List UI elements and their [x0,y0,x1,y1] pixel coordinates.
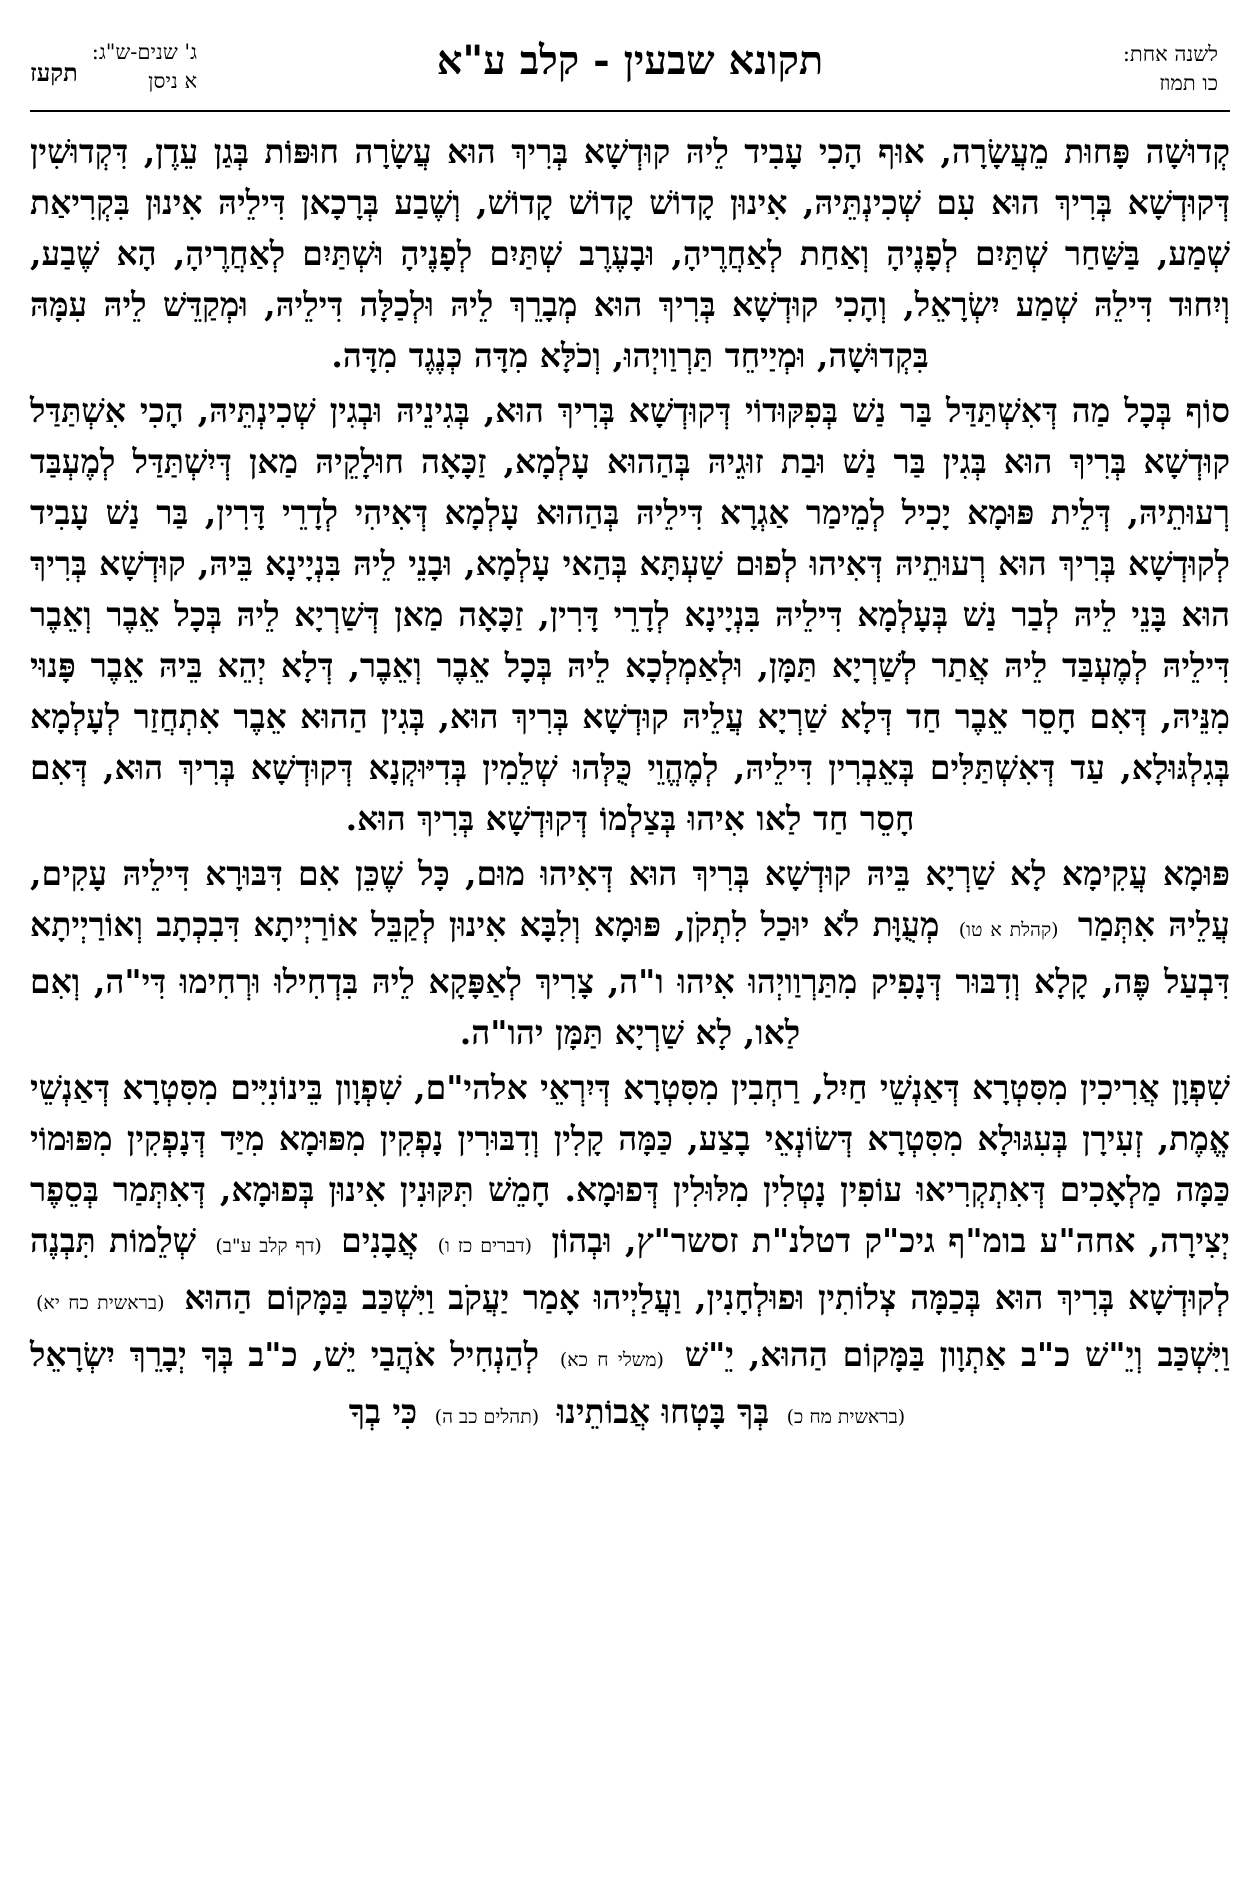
source-citation: (משלי ח כא) [559,1349,664,1371]
paragraph-2-text: סוֹף בְּכָל מַה דְּאִשְׁתַּדַּל בַּר נַשׁ בְּפִקּוּדוֹי דְּקוּדְשָׁא בְּרִיךְ הוּא, בְּגִינֵיהּ וּבְגִין שְׁכִינְתֵּיהּ, הָכִי אִשְׁתַּדַּל קוּדְשָׁא בְּרִיךְ הוּא בְּגִין בַּר נַשׁ וּבַת זוּגֵיהּ בְּהַהוּא עָלְמָא, זַכָּאָה חוּלָקֵיהּ מַאן דְּיִשְׁתַּדַּל לְמֶעְבַּד רְעוּתֵיהּ, דְּלֵית פּוּמָא יָכִיל לְמֵימַר אַגְרָא דִּילֵיהּ בְּהַהוּא עָלְמָא דְּאִיהִי לְדָרֵי דָּרִין, בַּר נַשׁ עָבִיד לְקוּדְשָׁא בְּרִיךְ הוּא רְעוּתֵיהּ דְּאִיהוּ לְפוּם שַׁעְתָּא בְּהַאי עָלְמָא, וּבָנֵי לֵיהּ בִּנְיָינָא בֵּיהּ, קוּדְשָׁא בְּרִיךְ הוּא בָּנֵי לֵיהּ לְבַר נַשׁ בְּעָלְמָא דִּילֵיהּ בִּנְיָינָא לְדָרֵי דָּרִין, זַכָּאָה מַאן דְּשַׁרְיָא לֵיהּ בְּכָל אֵבֶר וְאֵבֶר דִּילֵיהּ לְמֶעְבַּד לֵיהּ אֲתַר לְשַׁרְיָא תַּמָּן, וּלְאַמְלְכָא לֵיהּ בְּכָל אֵבֶר וְאֵבֶר, דְּלָא יְהֵא בֵּיהּ אֵבֶר פָּנוּי מִנֵּיהּ, דְּאִם חָסֵר אֵבֶר חַד דְּלָא שַׁרְיָא עֲלֵיהּ קוּדְשָׁא בְּרִיךְ הוּא, בְּגִין הַהוּא אֵבֶר אִתְחֲזַר לְעָלְמָא בְּגִלְגּוּלָא, עַד דְּאִשְׁתַּלִּים בְּאֵבְרִין דִּילֵיהּ, לְמֶהֱוֵי כֻּלְּהוּ שְׁלֵמִין בְּדִיּוּקְנָא דְּקוּדְשָׁא בְּרִיךְ הוּא, דְּאִם חָסֵר חַד לַאו אִיהוּ בְּצַלְמוֹ דְּקוּדְשָׁא בְּרִיךְ הוּא. [30,391,1230,838]
paragraph-4-text-6: בְּךָ בָּטְחוּ אֲבוֹתֵינוּ [556,1392,770,1431]
header-left-dates [78,38,197,96]
page-number: תקעז [30,58,78,87]
source-citation: (דף קלב ע"ב) [215,1235,322,1257]
paragraph-4-text-4: וַיִּשְׁכַּב וְיֵ"שׁ כ"ב אַתְוָון בַּמָּקוֹם הַהוּא, יֵ"שׁ [684,1335,1230,1374]
paragraph-3 [30,848,1230,1058]
paragraph-2 [30,385,1230,844]
source-citation: (דברים כז ו) [437,1235,533,1257]
page-title: תקונא שבעין - קלב ע"א [436,37,824,84]
header-right-line2: כו תמוז [1159,71,1218,95]
source-citation: (תהלים כב ה) [434,1406,540,1428]
paragraph-1 [30,126,1230,381]
page [30,30,1230,1860]
paragraph-4-text-7: כִּי בְךָ [348,1392,418,1431]
paragraph-4-text: שִׁפְוָן אֲרִיכִין מִסִּטְרָא דְּאַנְשֵׁי חַיִל, רַחְבִין מִסִּטְרָא דְּיִרְאֵי אלהי"ם, שִׁפְוָון בֵּינוֹנִיִּים מִסִּטְרָא דְּאַנְשֵׁי אֱמֶת, זְעִירָן בְּעִגּוּלָא מִסִּטְרָא דְּשׂוֹנְאֵי בָצַע, כַּמָּה קָלִין וְדִבּוּרִין נָפְקִין מִפּוּמָא מִיַּד דְּנָפְקִין מִפּוּמוֹי כַּמָּה מַלְאָכִים דְּאִתְקְרִיאוּ עוֹפִין נָטְלִין מִלּוּלִין דְּפוּמָא. חָמֵשׁ תִּקּוּנִין אִינוּן בְּפוּמָא, דְּאִתְּמַר בְּסֵפֶר יְצִירָה, אחה"ע בומ"ף גיכ"ק דטלנ"ת זסשר"ץ, וּבְהוֹן [30,1068,1230,1260]
paragraph-1-text: קְדוּשָׁה פָּחוּת מֵעֲשָׂרָה, אוּף הָכִי עָבִיד לֵיהּ קוּדְשָׁא בְּרִיךְ הוּא עֲשָׂרָה חוּפּוֹת בְּגַן עֵדֶן, דִּקְדוּשִׁין דְּקוּדְשָׁא בְּרִיךְ הוּא עִם שְׁכִינְתֵּיהּ, אִינוּן קָדוֹשׁ קָדוֹשׁ קָדוֹשׁ, וְשֶׁבַע בְּרָכָאן דִּילֵיהּ אִינוּן בִּקְרִיאַת שְׁמַע, בַּשַּׁחַר שְׁתַּיִם לְפָנֶיהָ וְאַחַת לְאַחֲרֶיהָ, וּבָעֶרֶב שְׁתַּיִם לְפָנֶיהָ וּשְׁתַּיִם לְאַחֲרֶיהָ, הָא שֶׁבַע, וְיִחוּד דִּילֵהּ שְׁמַע יִשְׂרָאֵל, וְהָכִי קוּדְשָׁא בְּרִיךְ הוּא מְבָרֵךְ לֵיהּ וּלְכַלָּה דִּילֵיהּ, וּמְקַדֵּשׁ לֵיהּ עִמָּהּ בִּקְדוּשָׁה, וּמְיַיחֵד תַּרְוַויְהוּ, וְכֹלָּא מִדָּה כְּנֶגֶד מִדָּה. [30,132,1230,375]
page-body [30,126,1230,1860]
paragraph-3-text-cont: מְעֻוָּת לֹא יוּכַל לִתְקֹן, פּוּמָא וְלִבָּא אִינוּן לְקַבֵּל אוֹרַיְיתָא דִּבִכְתָב וְאוֹרַיְיתָא דִּבְעַל פֶּה, קָלָא וְדִבּוּר דְּנָפִיק מִתַּרְוַויְהוּ אִיהוּ ו"ה, צָרִיךְ לְאַפָּקָא לֵיהּ בִּדְחִילוּ וּרְחִימוּ דִּי"ה, וְאִם לַאו, לָא שַׁרְיָא תַּמָּן יהו"ה. [30,905,1230,1052]
paragraph-4-text-5: לְהַנְחִיל אֹהֲבַי יֵשׁ, כ"ב בְּךָ יְבָרֵךְ יִשְׂרָאֵל [30,1335,540,1374]
paragraph-4 [30,1062,1230,1443]
paragraph-4-text-2: אֲבָנִים [341,1221,419,1260]
header-left-line2: א ניסן [148,69,198,93]
header-right-line1: לשנה אחת: [1122,42,1218,66]
source-citation: (בראשית כח יא) [36,1292,165,1314]
page-header [30,30,1230,112]
source-citation: (בראשית מח כ) [786,1406,906,1428]
header-left-line1: ג' שנים-ש"ג: [91,40,198,64]
source-citation: (קהלת א טו) [958,919,1059,941]
header-left-info [30,38,197,96]
paragraph-4-text-3: שְׁלֵמוֹת תִּבְנֶה לְקוּדְשָׁא בְּרִיךְ הוּא בְּכַמָּה צְלוֹתִין וּפוּלְחָנִין, וַעֲלַיְיהוּ אָמַר יַעֲקֹב וַיִּשְׁכַּב בַּמָּקוֹם הַהוּא [30,1221,1231,1317]
paragraph-3-text: פּוּמָא עֲקִימָא לָא שַׁרְיָא בֵּיהּ קוּדְשָׁא בְּרִיךְ הוּא דְּאִיהוּ מוּם, כָּל שֶׁכֵּן אִם דִּבּוּרָא דִּילֵיהּ עָקִים, עֲלֵיהּ אִתְּמַר [30,854,1230,944]
